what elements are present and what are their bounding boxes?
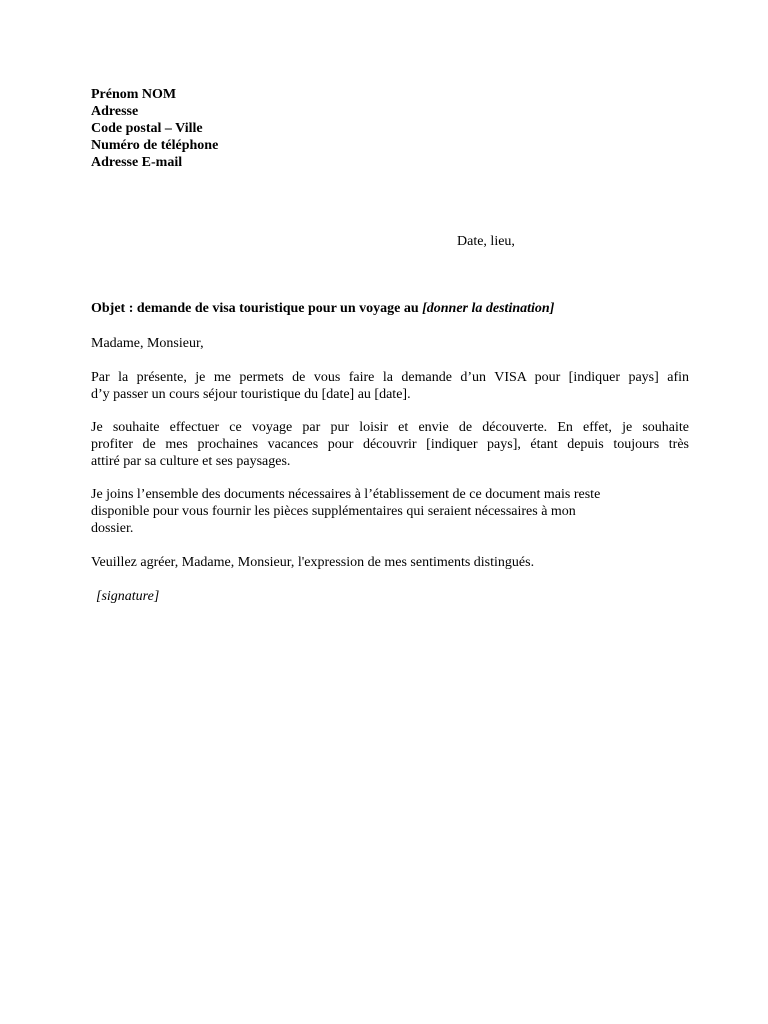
signature-placeholder: [signature] xyxy=(96,589,160,604)
subject-destination-placeholder: [donner la destination] xyxy=(422,301,555,316)
sender-address: Adresse xyxy=(91,104,139,119)
paragraph-line: d’y passer un cours séjour touristique du [date] au [date]. xyxy=(91,387,411,402)
paragraph-line: disponible pour vous fournir les pièces supplémentaires qui seraient nécessaires à mon xyxy=(91,504,576,519)
closing-formula: Veuillez agréer, Madame, Monsieur, l'expression de mes sentiments distingués. xyxy=(91,555,535,570)
sender-postal-city: Code postal – Ville xyxy=(91,121,203,136)
greeting: Madame, Monsieur, xyxy=(91,336,204,351)
paragraph-line: Je souhaite effectuer ce voyage par pur loisir et envie de découverte. En effet, je souhaite xyxy=(91,420,689,435)
paragraph-line: Par la présente, je me permets de vous faire la demande d’un VISA pour [indiquer pays] afin xyxy=(91,370,689,385)
paragraph-motivation xyxy=(91,419,689,470)
paragraph-documents xyxy=(91,486,689,537)
subject-line xyxy=(91,300,554,317)
sender-name: Prénom NOM xyxy=(91,87,177,102)
sender-email: Adresse E-mail xyxy=(91,155,183,170)
paragraph-line: profiter de mes prochaines vacances pour découvrir [indiquer pays], étant depuis toujours très xyxy=(91,437,689,452)
date-place: Date, lieu, xyxy=(457,234,515,249)
paragraph-line: dossier. xyxy=(91,521,134,536)
sender-phone: Numéro de téléphone xyxy=(91,138,219,153)
paragraph-line: attiré par sa culture et ses paysages. xyxy=(91,454,291,469)
subject-prefix: Objet : demande de visa touristique pour un voyage au xyxy=(91,301,423,316)
sender-block xyxy=(91,86,218,171)
paragraph-request xyxy=(91,369,689,403)
paragraph-line: Je joins l’ensemble des documents nécessaires à l’établissement de ce document mais reste xyxy=(91,487,601,502)
